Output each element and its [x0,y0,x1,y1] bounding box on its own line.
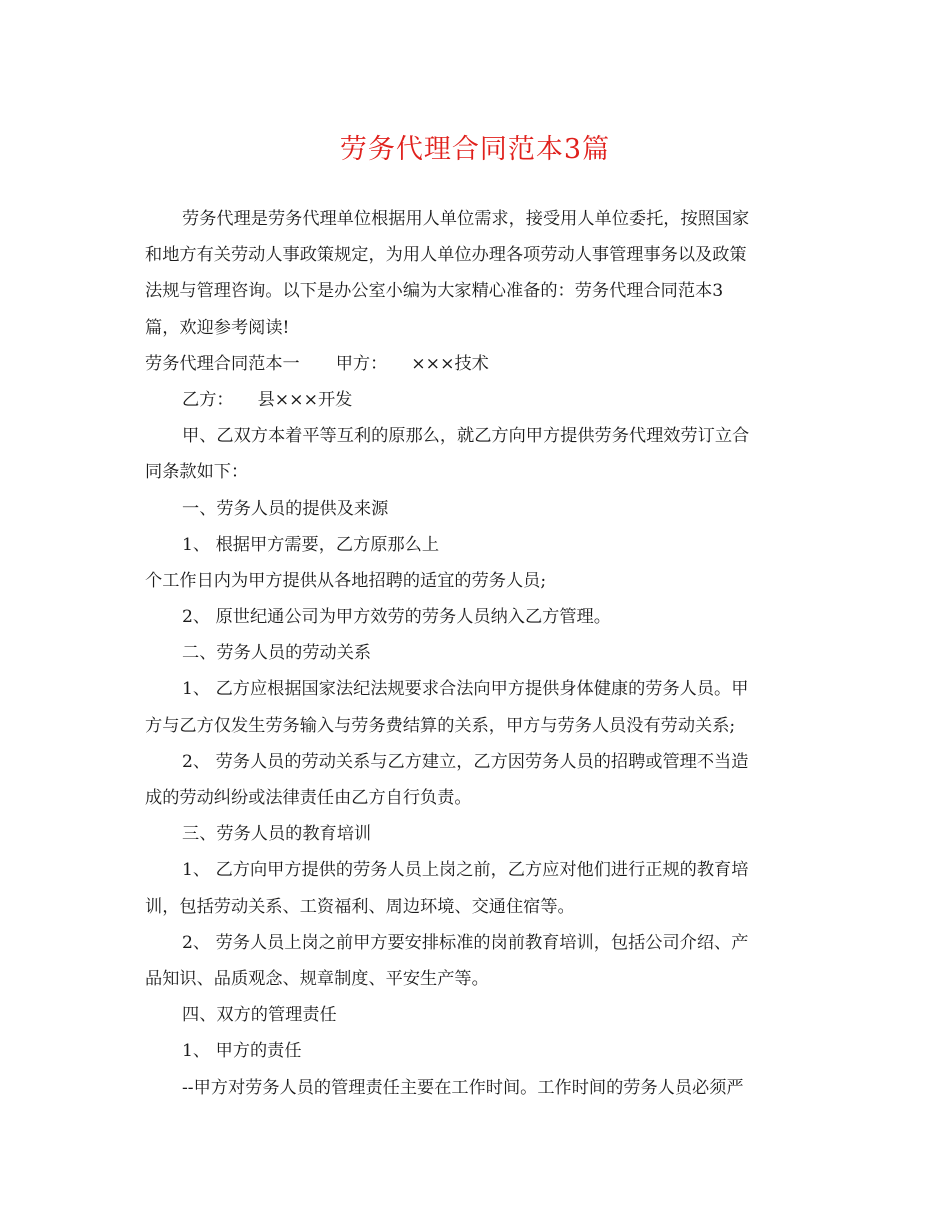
paragraph-line: 1、 甲方的责任 [182,1041,302,1062]
party-a-name: ×××技术 [411,353,489,374]
party-b-line [145,382,805,418]
section-heading: 一、劳务人员的提供及来源 [182,498,389,519]
contract-one-heading: 劳务代理合同范本一 [145,353,300,374]
paragraph-line: 2、 原世纪通公司为甲方效劳的劳务人员纳入乙方管理。 [182,607,611,628]
paragraph-line: 1、 根据甲方需要，乙方原那么上 [182,534,440,555]
paragraph-line: 品知识、品质观念、规章制度、平安生产等。 [145,968,489,989]
section-heading: 三、劳务人员的教育培训 [182,824,372,845]
paragraph-line: --甲方对劳务人员的管理责任主要在工作时间。工作时间的劳务人员必须严 [182,1077,744,1098]
paragraph-line: 方与乙方仅发生劳务输入与劳务费结算的关系，甲方与劳务人员没有劳动关系; [145,715,736,736]
document-title: 劳务代理合同范本3篇 [339,134,611,165]
party-a-label: 甲方： [335,353,388,374]
party-b-label: 乙方： [182,389,234,410]
paragraph-line: 篇，欢迎参考阅读! [145,317,290,338]
paragraph-line: 个工作日内为甲方提供从各地招聘的适宜的劳务人员; [145,570,547,591]
paragraph-line: 2、 劳务人员上岗之前甲方要安排标准的岗前教育培训，包括公司介绍、产 [182,932,749,953]
contract-heading-line [145,346,805,382]
paragraph-line: 同条款如下： [145,462,249,483]
section-heading: 二、劳务人员的劳动关系 [182,643,372,664]
document-body [145,201,805,1106]
section-heading: 四、双方的管理责任 [182,1005,337,1026]
paragraph-line: 训，包括劳动关系、工资福利、周边环境、交通住宿等。 [145,896,575,917]
paragraph-line: 甲、乙双方本着平等互利的原那么，就乙方向甲方提供劳务代理效劳订立合 [182,426,750,447]
paragraph-line: 成的劳动纠纷或法律责任由乙方自行负责。 [145,788,472,808]
paragraph-line: 1、 乙方应根据国家法纪法规要求合法向甲方提供身体健康的劳务人员。甲 [182,679,749,700]
paragraph-line: 1、 乙方向甲方提供的劳务人员上岗之前，乙方应对他们进行正规的教育培 [182,860,749,881]
paragraph-line: 2、 劳务人员的劳动关系与乙方建立，乙方因劳务人员的招聘或管理不当造 [182,751,749,772]
party-b-name: 县×××开发 [257,389,353,410]
paragraph-line: 法规与管理咨询。以下是办公室小编为大家精心准备的：劳务代理合同范本3 [145,281,724,302]
paragraph-line: 劳务代理是劳务代理单位根据用人单位需求，接受用人单位委托，按照国家 [182,209,750,229]
paragraph-line: 和地方有关劳动人事政策规定，为用人单位办理各项劳动人事管理事务以及政策 [145,245,747,266]
